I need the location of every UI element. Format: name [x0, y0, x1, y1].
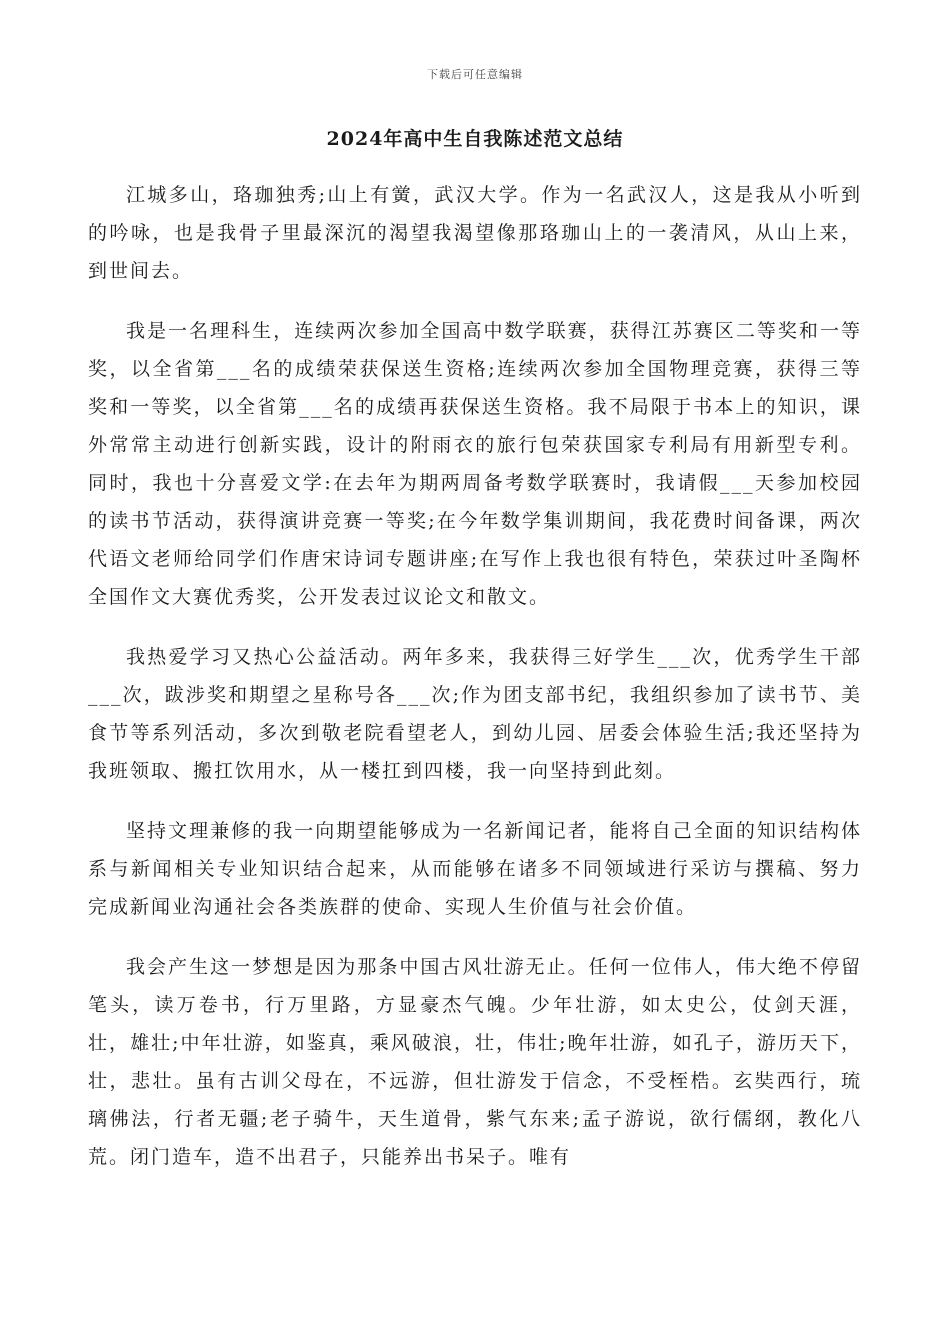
header-note: 下载后可任意编辑: [427, 68, 523, 81]
document-title: 2024年高中生自我陈述范文总结: [326, 128, 624, 150]
paragraph-1: 江城多山，珞珈独秀;山上有黉，武汉大学。作为一名武汉人，这是我从小听到的吟咏，也是我骨子里最深沉的渴望我渴望像那珞珈山上的一袭清风，从山上来，到世间去。: [88, 184, 862, 282]
paragraph-3: 我热爱学习又热心公益活动。两年多来，我获得三好学生___次，优秀学生干部___次，跋涉奖和期望之星称号各___次;作为团支部书纪，我组织参加了读书节、美食节等系列活动，多次到敬老院看望老人，到幼儿园、居委会体验生活;我还坚持为我班领取、搬扛饮用水，从一楼扛到四楼，我一向坚持到此刻。: [88, 646, 862, 782]
paragraph-4: 坚持文理兼修的我一向期望能够成为一名新闻记者，能将自己全面的知识结构体系与新闻相关专业知识结合起来，从而能够在诸多不同领域进行采访与撰稿、努力完成新闻业沟通社会各类族群的使命、实现人生价值与社会价值。: [88, 820, 862, 918]
paragraph-2: 我是一名理科生，连续两次参加全国高中数学联赛，获得江苏赛区二等奖和一等奖，以全省第___名的成绩荣获保送生资格;连续两次参加全国物理竞赛，获得三等奖和一等奖，以全省第___名的成绩再获保送生资格。我不局限于书本上的知识，课外常常主动进行创新实践，设计的附雨衣的旅行包荣获国家专利局有用新型专利。同时，我也十分喜爱文学:在去年为期两周备考数学联赛时，我请假___天参加校园的读书节活动，获得演讲竞赛一等奖;在今年数学集训期间，我花费时间备课，两次代语文老师给同学们作唐宋诗词专题讲座;在写作上我也很有特色，荣获过叶圣陶杯全国作文大赛优秀奖，公开发表过议论文和散文。: [88, 320, 862, 608]
document-body: [88, 176, 862, 1198]
paragraph-5: 我会产生这一梦想是因为那条中国古风壮游无止。任何一位伟人，伟大绝不停留笔头，读万卷书，行万里路，方显豪杰气魄。少年壮游，如太史公，仗剑天涯，壮，雄壮;中年壮游，如鉴真，乘风破浪，壮，伟壮;晚年壮游，如孔子，游历天下，壮，悲壮。虽有古训父母在，不远游，但壮游发于信念，不受桎梏。玄奘西行，琉璃佛法，行者无疆;老子骑牛，天生道骨，紫气东来;孟子游说，欲行儒纲，教化八荒。闭门造车，造不出君子，只能养出书呆子。唯有: [88, 956, 862, 1168]
